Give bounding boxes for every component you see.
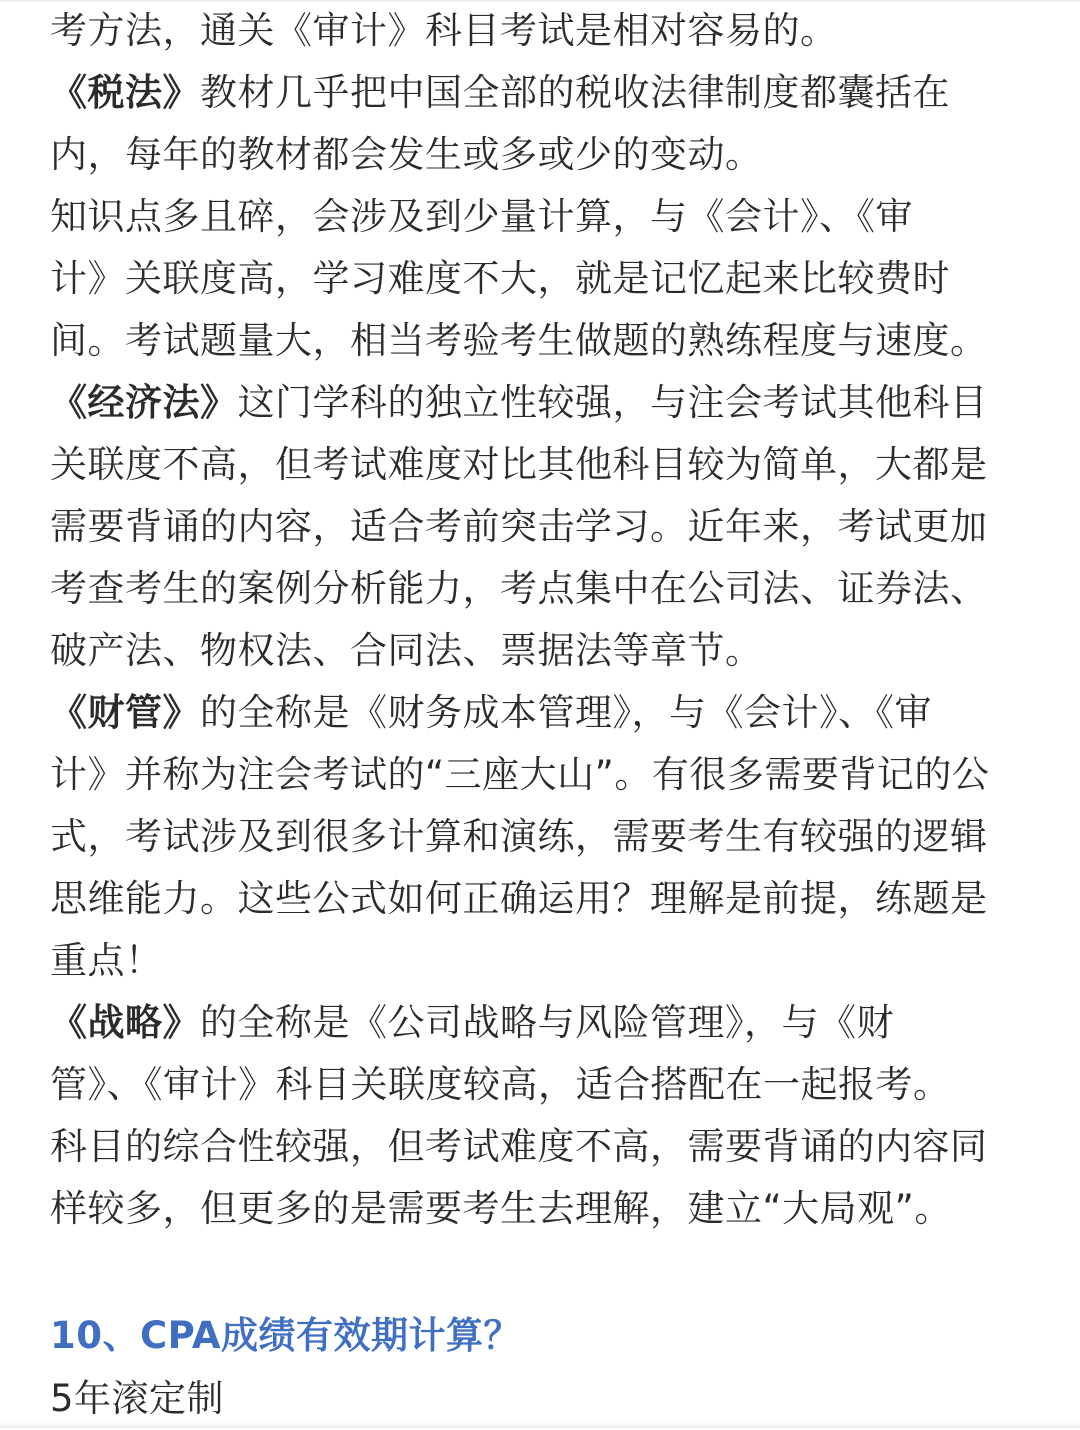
section-body: 5年滚定制 — [50, 1377, 225, 1420]
paragraph-line: 管》、《审计》科目关联度较高，适合搭配在一起报考。 — [50, 1063, 951, 1106]
paragraph-line: 需要背诵的内容，适合考前突击学习。近年来，考试更加 — [50, 505, 988, 548]
paragraph-line: 知识点多且碎，会涉及到少量计算，与《会计》、《审 — [50, 195, 913, 238]
paragraph-text: 这门学科的独立性较强，与注会考试其他科目 — [237, 381, 988, 424]
paragraph-line: 思维能力。这些公式如何正确运用？理解是前提，练题是 — [50, 877, 988, 920]
paragraph-line: 计》关联度高，学习难度不大，就是记忆起来比较费时 — [50, 257, 950, 300]
paragraph-line: 关联度不高，但考试难度对比其他科目较为简单，大都是 — [50, 443, 988, 486]
paragraph-line — [50, 682, 1010, 744]
section-heading: 10、CPA成绩有效期计算？ — [50, 1314, 521, 1357]
section-spacer — [50, 1240, 1010, 1304]
paragraph-line: 式，考试涉及到很多计算和演练，需要考生有较强的逻辑 — [50, 815, 988, 858]
paragraph-line: 考方法，通关《审计》科目考试是相对容易的。 — [50, 9, 838, 52]
paragraph-line: 科目的综合性较强，但考试难度不高，需要背诵的内容同 — [50, 1125, 988, 1168]
paragraph-line: 重点！ — [50, 939, 163, 982]
subject-title-tax-law: 《税法》 — [50, 71, 200, 114]
subject-title-strategy: 《战略》 — [50, 1001, 200, 1044]
paragraph-line — [50, 992, 1010, 1054]
paragraph-line: 内，每年的教材都会发生或多或少的变动。 — [50, 133, 763, 176]
paragraph-line: 考查考生的案例分析能力，考点集中在公司法、证券法、 — [50, 567, 988, 610]
paragraph-text: 的全称是《公司战略与风险管理》，与《财 — [200, 1001, 894, 1044]
subject-title-financial-management: 《财管》 — [50, 691, 200, 734]
paragraph-line: 破产法、物权法、合同法、票据法等章节。 — [50, 629, 763, 672]
subject-title-economic-law: 《经济法》 — [50, 381, 238, 424]
paragraph-line — [50, 62, 1010, 124]
article-body — [50, 0, 1010, 1430]
paragraph-line — [50, 372, 1010, 434]
paragraph-line: 样较多，但更多的是需要考生去理解，建立“大局观”。 — [50, 1187, 952, 1230]
paragraph-text: 的全称是《财务成本管理》，与《会计》、《审 — [200, 691, 932, 734]
paragraph-text: 教材几乎把中国全部的税收法律制度都囊括在 — [200, 71, 950, 114]
bottom-edge-shadow — [0, 1422, 1080, 1428]
paragraph-line: 间。考试题量大，相当考验考生做题的熟练程度与速度。 — [50, 319, 988, 362]
paragraph-line: 计》并称为注会考试的“三座大山”。有很多需要背记的公 — [50, 753, 990, 796]
